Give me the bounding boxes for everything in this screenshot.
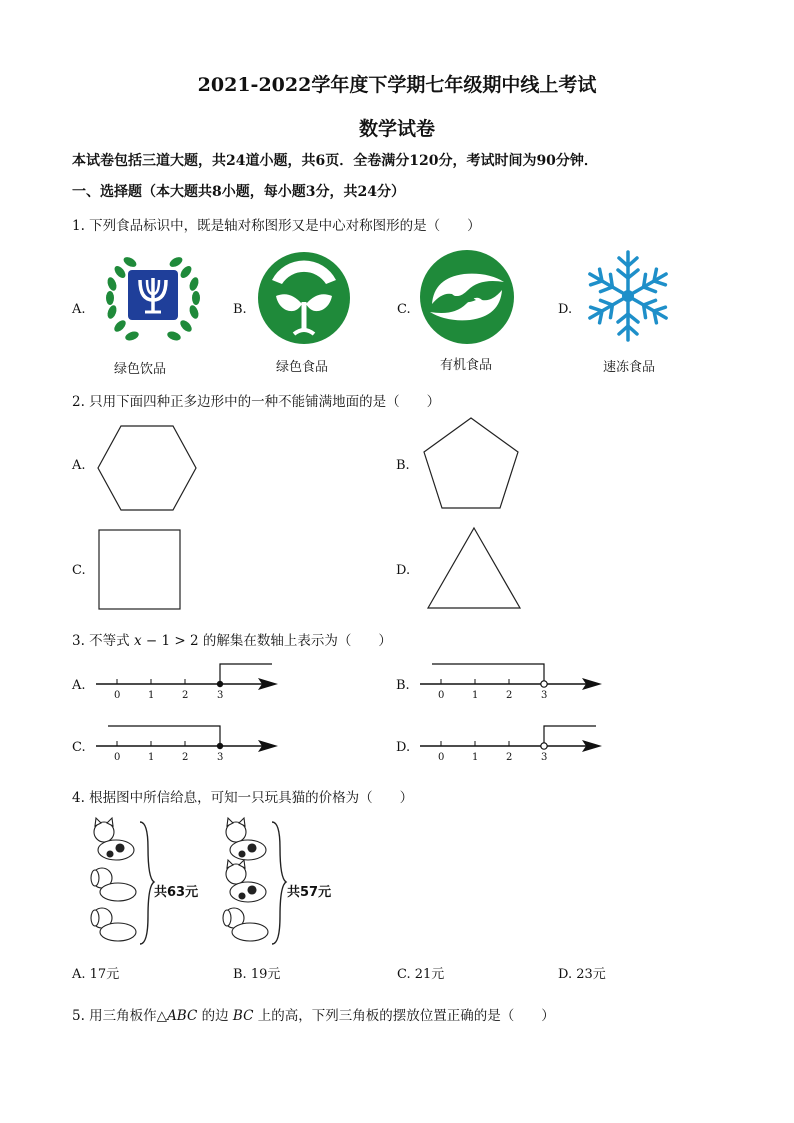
q1-option-c-label: C.	[397, 302, 411, 317]
toy-cat-dog-group-2	[214, 818, 286, 950]
tick-label: 1	[472, 690, 479, 701]
q4-option-d: D. 23元	[558, 967, 606, 982]
tick-label: 1	[148, 752, 155, 763]
exam-title: 2021-2022学年度下学期七年级期中线上考试	[197, 74, 597, 96]
q2-option-c-label: C.	[72, 563, 86, 578]
q1-option-b-label: B.	[233, 302, 247, 317]
tick-label: 3	[217, 752, 224, 763]
tick-label: 3	[541, 752, 548, 763]
q3-option-b-label: B.	[396, 678, 410, 693]
tick-label: 3	[541, 690, 548, 701]
q1-option-b-caption: 绿色食品	[276, 360, 329, 375]
tick-label: 0	[438, 690, 445, 701]
q2-option-d-label: D.	[396, 563, 411, 578]
snowflake-icon	[580, 248, 676, 344]
exam-subtitle: 数学试卷	[358, 118, 435, 140]
green-drink-logo	[98, 250, 208, 350]
q3-option-d-label: D.	[396, 740, 411, 755]
exam-instructions: 本试卷包括三道大题，共24道小题，共6页．全卷满分120分，考试时间为90分钟．	[72, 153, 598, 169]
tick-label: 1	[472, 752, 479, 763]
tick-label: 1	[148, 690, 155, 701]
q1-option-d-label: D.	[558, 302, 573, 317]
tick-label: 0	[114, 752, 121, 763]
question-4-text: 4. 根据图中所信给息，可知一只玩具猫的价格为（ ）	[72, 790, 414, 806]
question-3-text: 3. 不等式 x − 1 > 2 的解集在数轴上表示为（ ）	[72, 633, 392, 649]
section-heading: 一、选择题（本大题共8小题，每小题3分，共24分）	[72, 184, 405, 200]
tick-label: 2	[506, 752, 513, 763]
organic-food-logo	[418, 248, 516, 346]
q3-option-a-label: A.	[72, 678, 86, 693]
q1-option-a-label: A.	[72, 302, 86, 317]
question-5-text: 5. 用三角板作△ABC 的边 BC 上的高，下列三角板的摆放位置正确的是（ ）	[72, 1008, 555, 1024]
question-1-text: 1. 下列食品标识中，既是轴对称图形又是中心对称图形的是（ ）	[72, 218, 481, 234]
pentagon-shape	[422, 416, 520, 510]
hexagon-shape	[96, 424, 198, 512]
tick-label: 2	[182, 752, 189, 763]
q1-option-c-caption: 有机食品	[440, 358, 493, 373]
q1-option-a-caption: 绿色饮品	[114, 362, 167, 377]
triangle-shape	[424, 526, 524, 612]
q4-option-b: B. 19元	[233, 967, 281, 982]
q2-option-a-label: A.	[72, 458, 86, 473]
total-price-63: 共63元	[154, 885, 199, 900]
tick-label: 3	[217, 690, 224, 701]
tick-label: 2	[182, 690, 189, 701]
toy-cat-dog-group-1	[82, 818, 154, 950]
q3-option-c-label: C.	[72, 740, 86, 755]
tick-label: 2	[506, 690, 513, 701]
square-shape	[98, 529, 182, 611]
total-price-57: 共57元	[287, 885, 332, 900]
tick-label: 0	[114, 690, 121, 701]
q4-option-a: A. 17元	[72, 967, 120, 982]
tick-label: 0	[438, 752, 445, 763]
question-2-text: 2. 只用下面四种正多边形中的一种不能铺满地面的是（ ）	[72, 394, 441, 410]
q4-option-c: C. 21元	[397, 967, 445, 982]
q2-option-b-label: B.	[396, 458, 410, 473]
q1-option-d-caption: 速冻食品	[603, 360, 656, 375]
green-food-logo	[256, 250, 352, 346]
